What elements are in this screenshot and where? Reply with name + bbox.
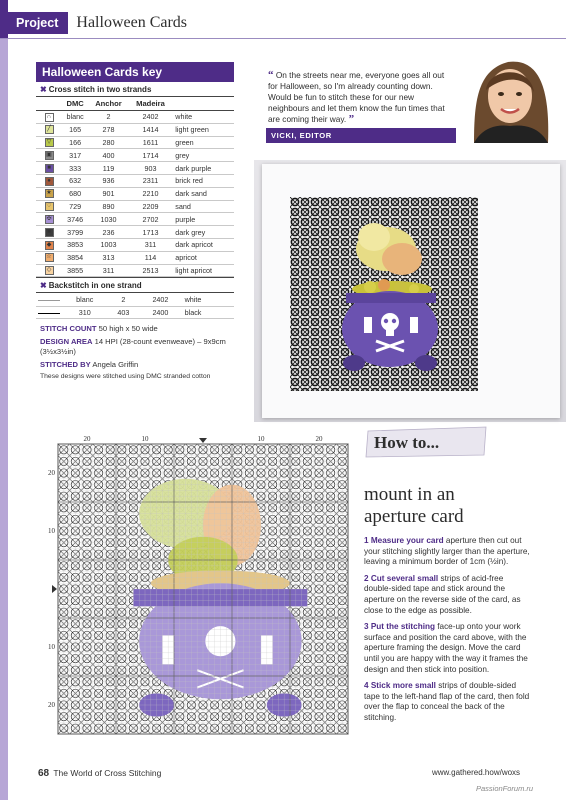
dmc-cell: 729 [62,200,88,213]
color-name-cell: brick red [172,174,234,187]
table-row [36,251,234,264]
symbol-swatch: ▣ [36,149,62,162]
editor-name: VICKI, EDITOR [266,128,458,143]
madeira-cell: 1414 [129,123,173,136]
design-specs [36,324,234,370]
table-row [36,136,234,149]
madeira-cell: 2210 [129,187,173,200]
chart-top-label: 10 [141,435,149,443]
instruction-step: 4 Stick more small strips of double-sided tape to the left-hand flap of the card, then fold over the flap to conceal the back of the stitching. [364,681,530,722]
table-row [36,174,234,187]
instruction-step: 2 Cut several small strips of acid-free double-sided tape and stick around the aperture on the reverse side of the card, as close to the edge as possible. [364,573,521,615]
column-header: Madeira [129,97,173,111]
symbol-swatch: ★ [36,187,62,200]
chart-centre-arrow-left [52,585,57,593]
table-row [36,213,234,226]
madeira-cell: 2702 [129,213,173,226]
cross-icon: ✖ [40,281,47,291]
cross-stitch-heading: ✖ Cross stitch in two strands [36,82,234,97]
backstitch-line [36,306,62,319]
header-divider [0,38,566,39]
name-column [172,97,234,111]
magazine-name: The World of Cross Stitching [53,768,162,778]
table-row [36,149,234,162]
editor-quote [268,70,450,125]
anchor-cell: 890 [88,200,128,213]
table-row [36,162,234,175]
chart-top-label: 20 [315,435,323,443]
footer-folio [38,768,161,779]
chart-left-label: 10 [48,527,55,535]
color-name-cell: green [172,136,234,149]
dmc-cell: 632 [62,174,88,187]
color-name-cell: black [182,306,234,319]
page-title: Halloween Cards [76,14,188,31]
color-name-cell: dark purple [172,162,234,175]
instruction-step: 1 Measure your card aperture then cut out your stitching slightly larger than the aperture, leaving a minimum border of 1cm (½in). [364,536,530,567]
symbol-swatch: ■ [36,226,62,239]
table-row [36,123,234,136]
table-row [36,306,234,319]
table-row [36,187,234,200]
table-row [36,264,234,277]
chart-top-label: 20 [83,435,91,443]
madeira-cell: 2402 [129,111,173,124]
chart-left-label: 20 [48,701,55,709]
dmc-cell: 3855 [62,264,88,277]
color-name-cell: light apricot [172,264,234,277]
color-name-cell: dark grey [172,226,234,239]
dmc-cell: 3799 [62,226,88,239]
color-name-cell: dark sand [172,187,234,200]
dmc-cell: 3854 [62,251,88,264]
madeira-cell: 2513 [129,264,173,277]
symbol-swatch: ╱ [36,123,62,136]
anchor-cell: 313 [88,251,128,264]
anchor-cell: 403 [108,306,140,319]
anchor-cell: 936 [88,174,128,187]
madeira-cell: 2209 [129,200,173,213]
stitch-count: STITCH COUNT 50 high x 50 wide [40,324,158,334]
madeira-cell: 1713 [129,226,173,239]
page-header [0,12,187,34]
open-quote-mark: “ [268,69,274,81]
footer-url: www.gathered.how/woxs [432,768,521,777]
dmc-cell: 333 [62,162,88,175]
thread-table [36,97,234,277]
table-row [36,293,234,306]
dmc-cell: blanc [62,293,108,306]
anchor-cell: 236 [88,226,128,239]
chart-centre-arrow-top [199,438,207,443]
symbol-swatch: ∩ [36,111,62,124]
anchor-cell: 901 [88,187,128,200]
close-quote-mark: ” [348,113,355,126]
cross-stitch-chart [44,430,356,768]
symbol-swatch: ♡ [36,200,62,213]
stitched-cauldron-photo [290,197,478,391]
madeira-cell: 2402 [139,293,181,306]
madeira-cell: 903 [129,162,173,175]
dmc-cell: 317 [62,149,88,162]
anchor-cell: 2 [88,111,128,124]
dmc-cell: blanc [62,111,88,124]
color-name-cell: purple [172,213,234,226]
instruction-steps [364,536,530,730]
anchor-cell: 1030 [88,213,128,226]
chart-key [36,62,234,380]
thread-note: These designs were stitched using DMC stranded cotton [40,373,211,381]
dmc-cell: 166 [62,136,88,149]
section-title: mount in an aperture card [364,484,464,527]
column-header: Anchor [88,97,128,111]
symbol-swatch: ◇ [36,264,62,277]
page-number: 68 [38,768,50,779]
chart-left-label: 10 [48,643,55,651]
anchor-cell: 1003 [88,238,128,251]
stitched-by: STITCHED BY Angela Griffin [40,359,139,369]
color-name-cell: dark apricot [172,238,234,251]
anchor-cell: 119 [88,162,128,175]
symbol-swatch: ■ [36,162,62,175]
table-row [36,226,234,239]
anchor-cell: 2 [108,293,140,306]
how-to-badge [364,425,490,459]
color-name-cell: sand [172,200,234,213]
dmc-cell: 165 [62,123,88,136]
cross-icon: ✖ [40,85,47,94]
symbol-swatch: ☆ [36,251,62,264]
key-title: Halloween Cards key [36,62,234,82]
color-name-cell: grey [172,149,234,162]
dmc-cell: 310 [62,306,108,319]
chart-left-label: 20 [48,469,55,477]
dmc-cell: 680 [62,187,88,200]
color-name-cell: apricot [172,251,234,264]
how-to-label: How to... [374,433,440,452]
design-area: DESIGN AREA 14 HPI (28-count evenweave) – 9x9cm (3½x3½in) [40,336,226,357]
column-header: DMC [62,97,88,111]
anchor-cell: 400 [88,149,128,162]
anchor-cell: 280 [88,136,128,149]
chart-top-label: 10 [257,435,265,443]
margin-strip [0,0,8,800]
table-header [36,97,234,111]
backstitch-line [36,293,62,306]
anchor-cell: 311 [88,264,128,277]
watermark: PassionForum.ru [476,784,534,793]
color-name-cell: white [172,111,234,124]
dmc-cell: 3746 [62,213,88,226]
madeira-cell: 2311 [129,174,173,187]
symbol-swatch: ▽ [36,136,62,149]
backstitch-heading: ✖ Backstitch in one strand [36,277,234,293]
quote-text: On the streets near me, everyone goes all out for Halloween, so I'm already counting down. Would be fun to stitch these for our new neighbours and let them know the fun times that are coming their way. [268,70,445,125]
color-name-cell: white [182,293,234,306]
table-row [36,238,234,251]
color-name-cell: light green [172,123,234,136]
dmc-cell: 3853 [62,238,88,251]
anchor-cell: 278 [88,123,128,136]
instruction-step: 3 Put the stitching face-up onto your work surface and position the card above, with the aperture framing the design. Move the card until you are happy with the way it frames the design and then stick into position. [364,622,528,674]
symbol-column [36,97,62,111]
table-row [36,200,234,213]
madeira-cell: 311 [129,238,173,251]
madeira-cell: 1714 [129,149,173,162]
table-row [36,111,234,124]
section-tag: Project [0,12,68,34]
madeira-cell: 1611 [129,136,173,149]
madeira-cell: 2400 [139,306,181,319]
editor-portrait [456,50,560,143]
symbol-swatch: ◆ [36,238,62,251]
madeira-cell: 114 [129,251,173,264]
symbol-swatch: ● [36,174,62,187]
symbol-swatch: ✠ [36,213,62,226]
backstitch-table [36,293,234,319]
